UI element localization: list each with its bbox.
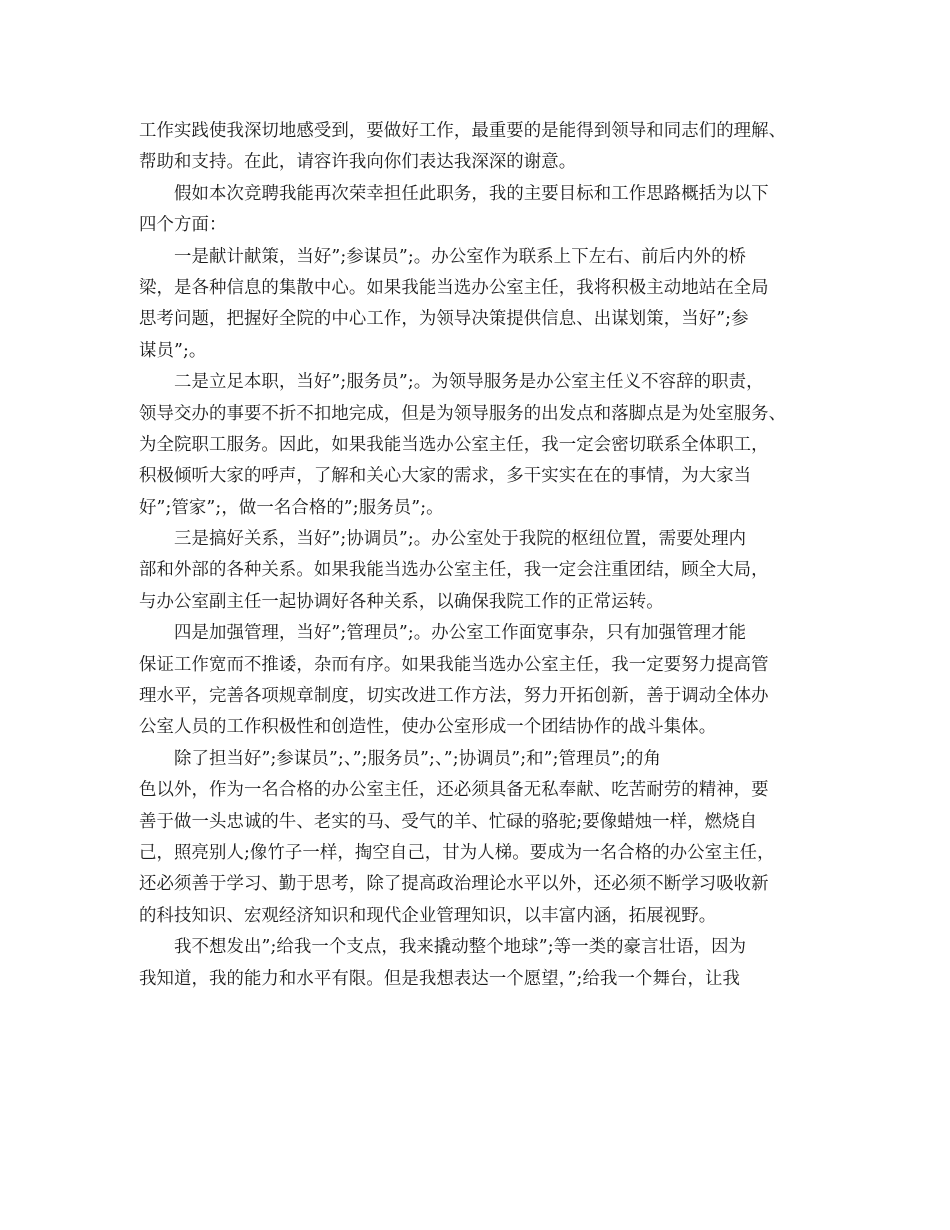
text-line: 与办公室副主任一起协调好各种关系，以确保我院工作的正常运转。 xyxy=(139,591,664,612)
text-line: 色以外，作为一名合格的办公室主任，还必须具备无私奉献、吃苦耐劳的精神，要 xyxy=(139,780,769,801)
text-line: 梁，是各种信息的集散中心。如果我能当选办公室主任，我将积极主动地站在全局 xyxy=(139,277,769,298)
text-line: 领导交办的事要不折不扣地完成，但是为领导服务的出发点和落脚点是为处室服务、 xyxy=(139,403,787,424)
text-line: 我知道，我的能力和水平有限。但是我想表达一个愿望，”;给我一个舞台，让我 xyxy=(139,968,740,989)
text-line: 保证工作宽而不推诿，杂而有序。如果我能当选办公室主任，我一定要努力提高管 xyxy=(139,654,769,675)
text-line: 积极倾听大家的呼声，了解和关心大家的需求，多干实实在在的事情，为大家当 xyxy=(139,466,752,487)
text-line: 三是搞好关系，当好”;协调员”;。办公室处于我院的枢纽位置，需要处理内 xyxy=(174,529,747,550)
text-line: 工作实践使我深切地感受到，要做好工作，最重要的是能得到领导和同志们的理解、 xyxy=(139,121,787,141)
text-line: 四是加强管理，当好”;管理员”;。办公室工作面宽事杂，只有加强管理才能 xyxy=(174,623,747,644)
text-line: 好”;管家”;，做一名合格的”;服务员”;。 xyxy=(139,497,444,518)
text-line: 的科技知识、宏观经济知识和现代企业管理知识，以丰富内涵，拓展视野。 xyxy=(139,905,717,926)
text-line: 我不想发出”;给我一个支点，我来撬动整个地球”;等一类的豪言壮语，因为 xyxy=(174,937,747,958)
text-line: 善于做一头忠诚的牛、老实的马、受气的羊、忙碌的骆驼;要像蜡烛一样，燃烧自 xyxy=(139,811,758,832)
text-line: 理水平，完善各项规章制度，切实改进工作方法，努力开拓创新，善于调动全体办 xyxy=(139,686,769,707)
text-line: 帮助和支持。在此，请容许我向你们表达我深深的谢意。 xyxy=(139,152,577,173)
text-line: 二是立足本职，当好”;服务员”;。为领导服务是办公室主任义不容辞的职责， xyxy=(174,372,764,393)
text-line: 己，照亮别人;像竹子一样，掏空自己，甘为人梯。要成为一名合格的办公室主任， xyxy=(139,842,775,863)
document-body xyxy=(139,116,819,995)
text-line: 思考问题，把握好全院的中心工作，为领导决策提供信息、出谋划策，当好”;参 xyxy=(139,309,749,330)
text-line: 为全院职工服务。因此，如果我能当选办公室主任，我一定会密切联系全体职工， xyxy=(139,434,769,455)
text-line: 假如本次竞聘我能再次荣幸担任此职务，我的主要目标和工作思路概括为以下 xyxy=(174,183,769,204)
text-line: 谋员”;。 xyxy=(139,340,207,361)
text-line: 部和外部的各种关系。如果我能当选办公室主任，我一定会注重团结，顾全大局， xyxy=(139,560,769,581)
text-line: 四个方面： xyxy=(139,215,227,236)
text-line: 还必须善于学习、勤于思考，除了提高政治理论水平以外，还必须不断学习吸收新 xyxy=(139,874,769,895)
text-line: 除了担当好”;参谋员”;、”;服务员”;、”;协调员”;和”;管理员”;的角 xyxy=(174,748,661,769)
text-line: 一是献计献策，当好”;参谋员”;。办公室作为联系上下左右、前后内外的桥 xyxy=(174,246,747,267)
text-line: 公室人员的工作积极性和创造性，使办公室形成一个团结协作的战斗集体。 xyxy=(139,717,717,738)
